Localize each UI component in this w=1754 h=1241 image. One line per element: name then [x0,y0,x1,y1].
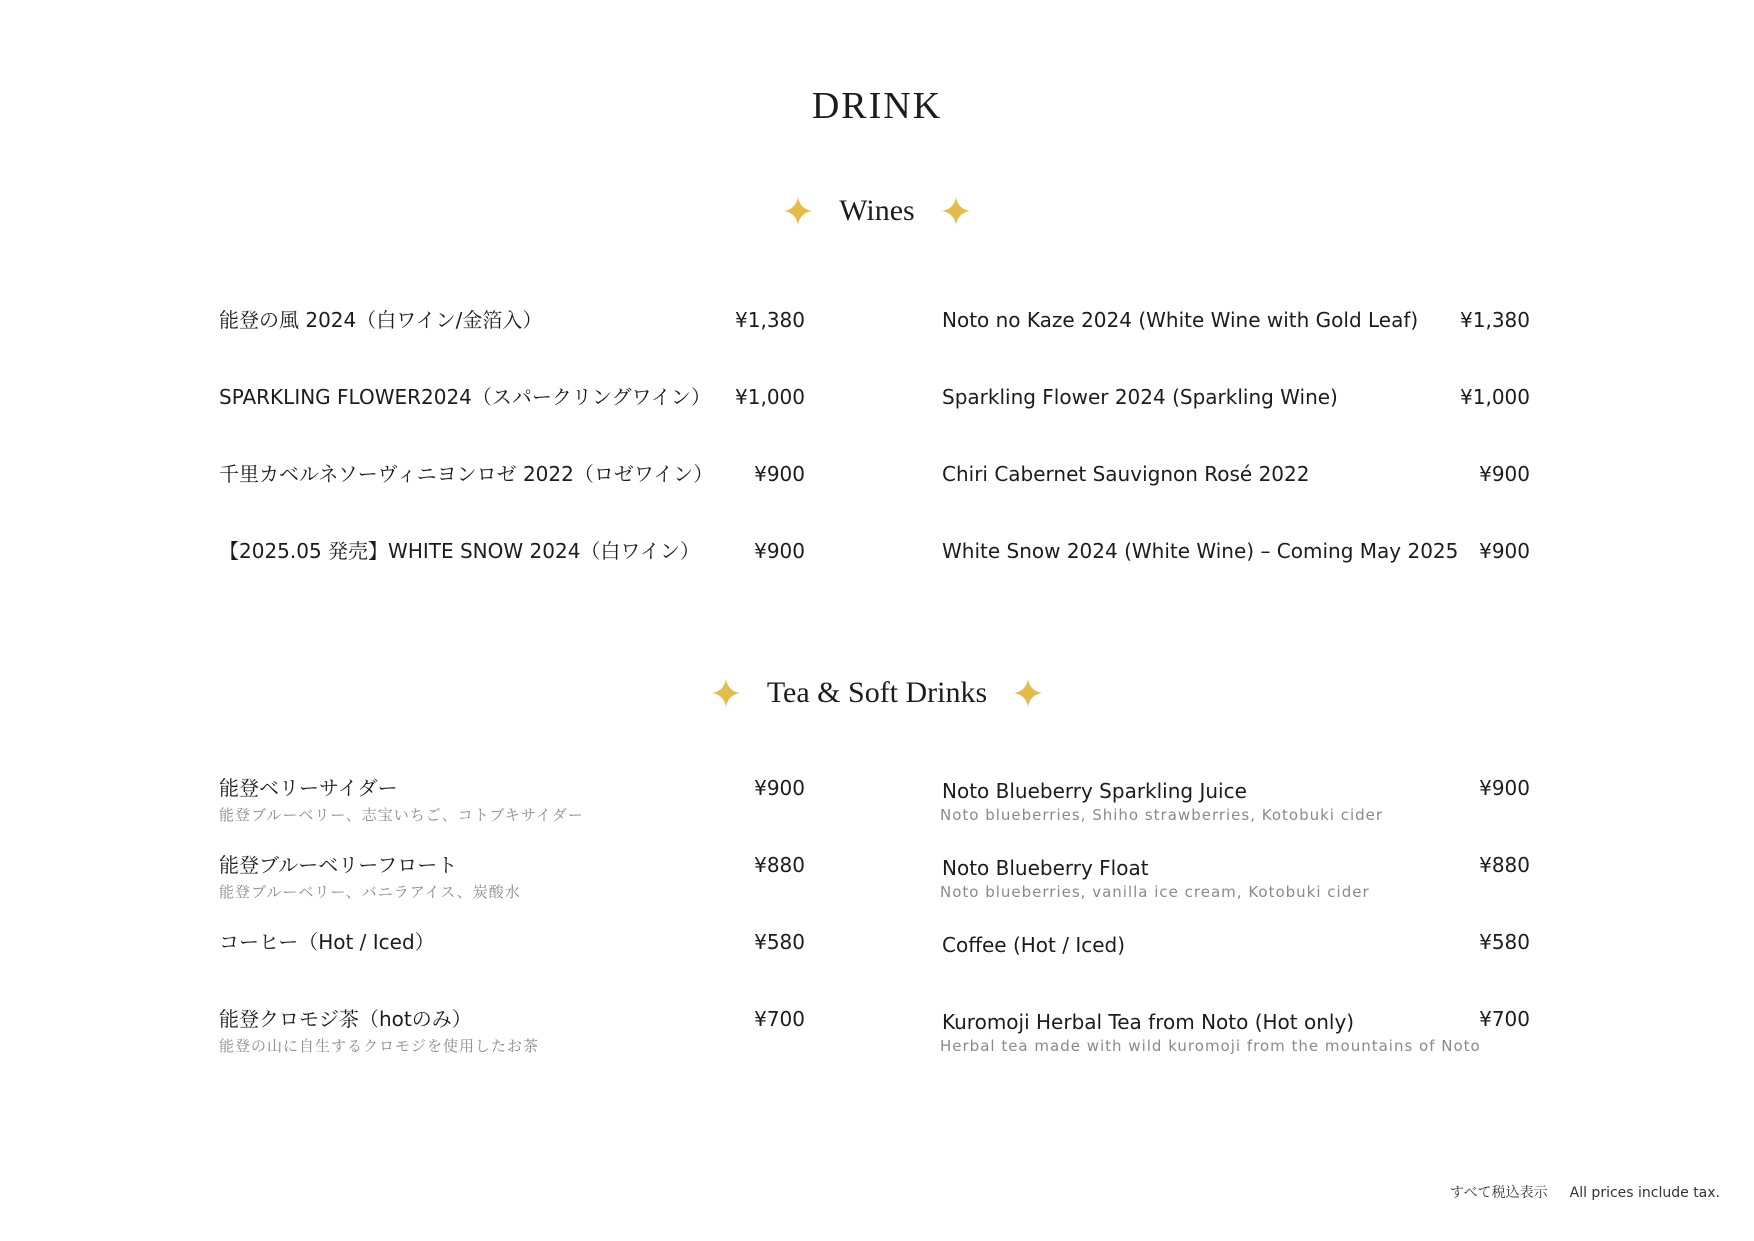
drink-price: ¥880 [1479,853,1530,877]
diamond-ornament-icon [1013,678,1043,708]
wine-price: ¥900 [1479,462,1530,486]
drink-item-ja [219,852,805,912]
wine-price: ¥1,000 [1460,385,1530,409]
drink-name: 能登ベリーサイダー [219,776,398,800]
wine-name: Chiri Cabernet Sauvignon Rosé 2022 [942,462,1310,486]
drink-description: 能登ブルーベリー、バニラアイス、炭酸水 [219,883,521,901]
wine-item-ja [219,538,805,598]
wine-price: ¥1,380 [735,308,805,332]
wine-price: ¥900 [754,462,805,486]
drink-item-en [942,852,1530,912]
drink-description: Noto blueberries, Shiho strawberries, Kotobuki cider [940,806,1384,824]
drink-name: Kuromoji Herbal Tea from Noto (Hot only) [942,1010,1355,1034]
diamond-ornament-icon [941,196,971,226]
soft-drinks-heading: Tea & Soft Drinks [766,676,988,709]
wine-item-en [942,461,1530,521]
wine-name: White Snow 2024 (White Wine) – Coming May 2025 [942,539,1459,563]
drink-item-en [942,775,1530,835]
drink-name: コーヒー（Hot / Iced） [219,930,435,954]
drink-item-ja [219,1006,805,1066]
diamond-ornament-icon [711,678,741,708]
drink-item-ja [219,775,805,835]
drink-price: ¥580 [1479,930,1530,954]
wine-item-en [942,384,1530,444]
wines-heading: Wines [839,194,915,227]
diamond-ornament-icon [783,196,813,226]
drink-item-en [942,929,1530,989]
wine-item-ja [219,461,805,521]
drink-name: 能登ブルーベリーフロート [219,853,458,877]
tax-note [1450,1184,1720,1202]
wine-name: SPARKLING FLOWER2024（スパークリングワイン） [219,385,711,409]
drink-price: ¥900 [1479,776,1530,800]
wine-name: 能登の風 2024（白ワイン/金箔入） [219,308,543,332]
wine-price: ¥1,000 [735,385,805,409]
wine-item-ja [219,384,805,444]
tax-note-en: All prices include tax. [1569,1185,1720,1201]
drink-name: Noto Blueberry Sparkling Juice [942,779,1247,803]
drink-price: ¥900 [754,776,805,800]
drink-description: 能登ブルーベリー、志宝いちご、コトブキサイダー [219,806,584,824]
wine-item-en [942,307,1530,367]
drink-description: Herbal tea made with wild kuromoji from the mountains of Noto [940,1037,1481,1055]
drink-price: ¥880 [754,853,805,877]
wine-name: 【2025.05 発売】WHITE SNOW 2024（白ワイン） [219,539,700,563]
drink-name: Noto Blueberry Float [942,856,1149,880]
page-title: DRINK [811,85,943,127]
wine-price: ¥900 [1479,539,1530,563]
wine-name: Noto no Kaze 2024 (White Wine with Gold Leaf) [942,308,1419,332]
drink-item-ja [219,929,805,989]
wine-name: 千里カベルネソーヴィニヨンロゼ 2022（ロゼワイン） [219,462,714,486]
wines-section-heading [0,193,1754,229]
drink-price: ¥700 [754,1007,805,1031]
drink-name: 能登クロモジ茶（hotのみ） [219,1007,472,1031]
wine-item-ja [219,307,805,367]
drink-item-en [942,1006,1530,1066]
soft-drinks-section-heading [0,675,1754,711]
drink-price: ¥580 [754,930,805,954]
drink-price: ¥700 [1479,1007,1530,1031]
tax-note-ja: すべて税込表示 [1449,1185,1548,1201]
wine-name: Sparkling Flower 2024 (Sparkling Wine) [942,385,1338,409]
wine-price: ¥1,380 [1460,308,1530,332]
drink-description: 能登の山に自生するクロモジを使用したお茶 [219,1037,540,1055]
wine-price: ¥900 [754,539,805,563]
drink-name: Coffee (Hot / Iced) [942,933,1126,957]
wine-item-en [942,538,1530,598]
drink-description: Noto blueberries, vanilla ice cream, Kotobuki cider [940,883,1370,901]
